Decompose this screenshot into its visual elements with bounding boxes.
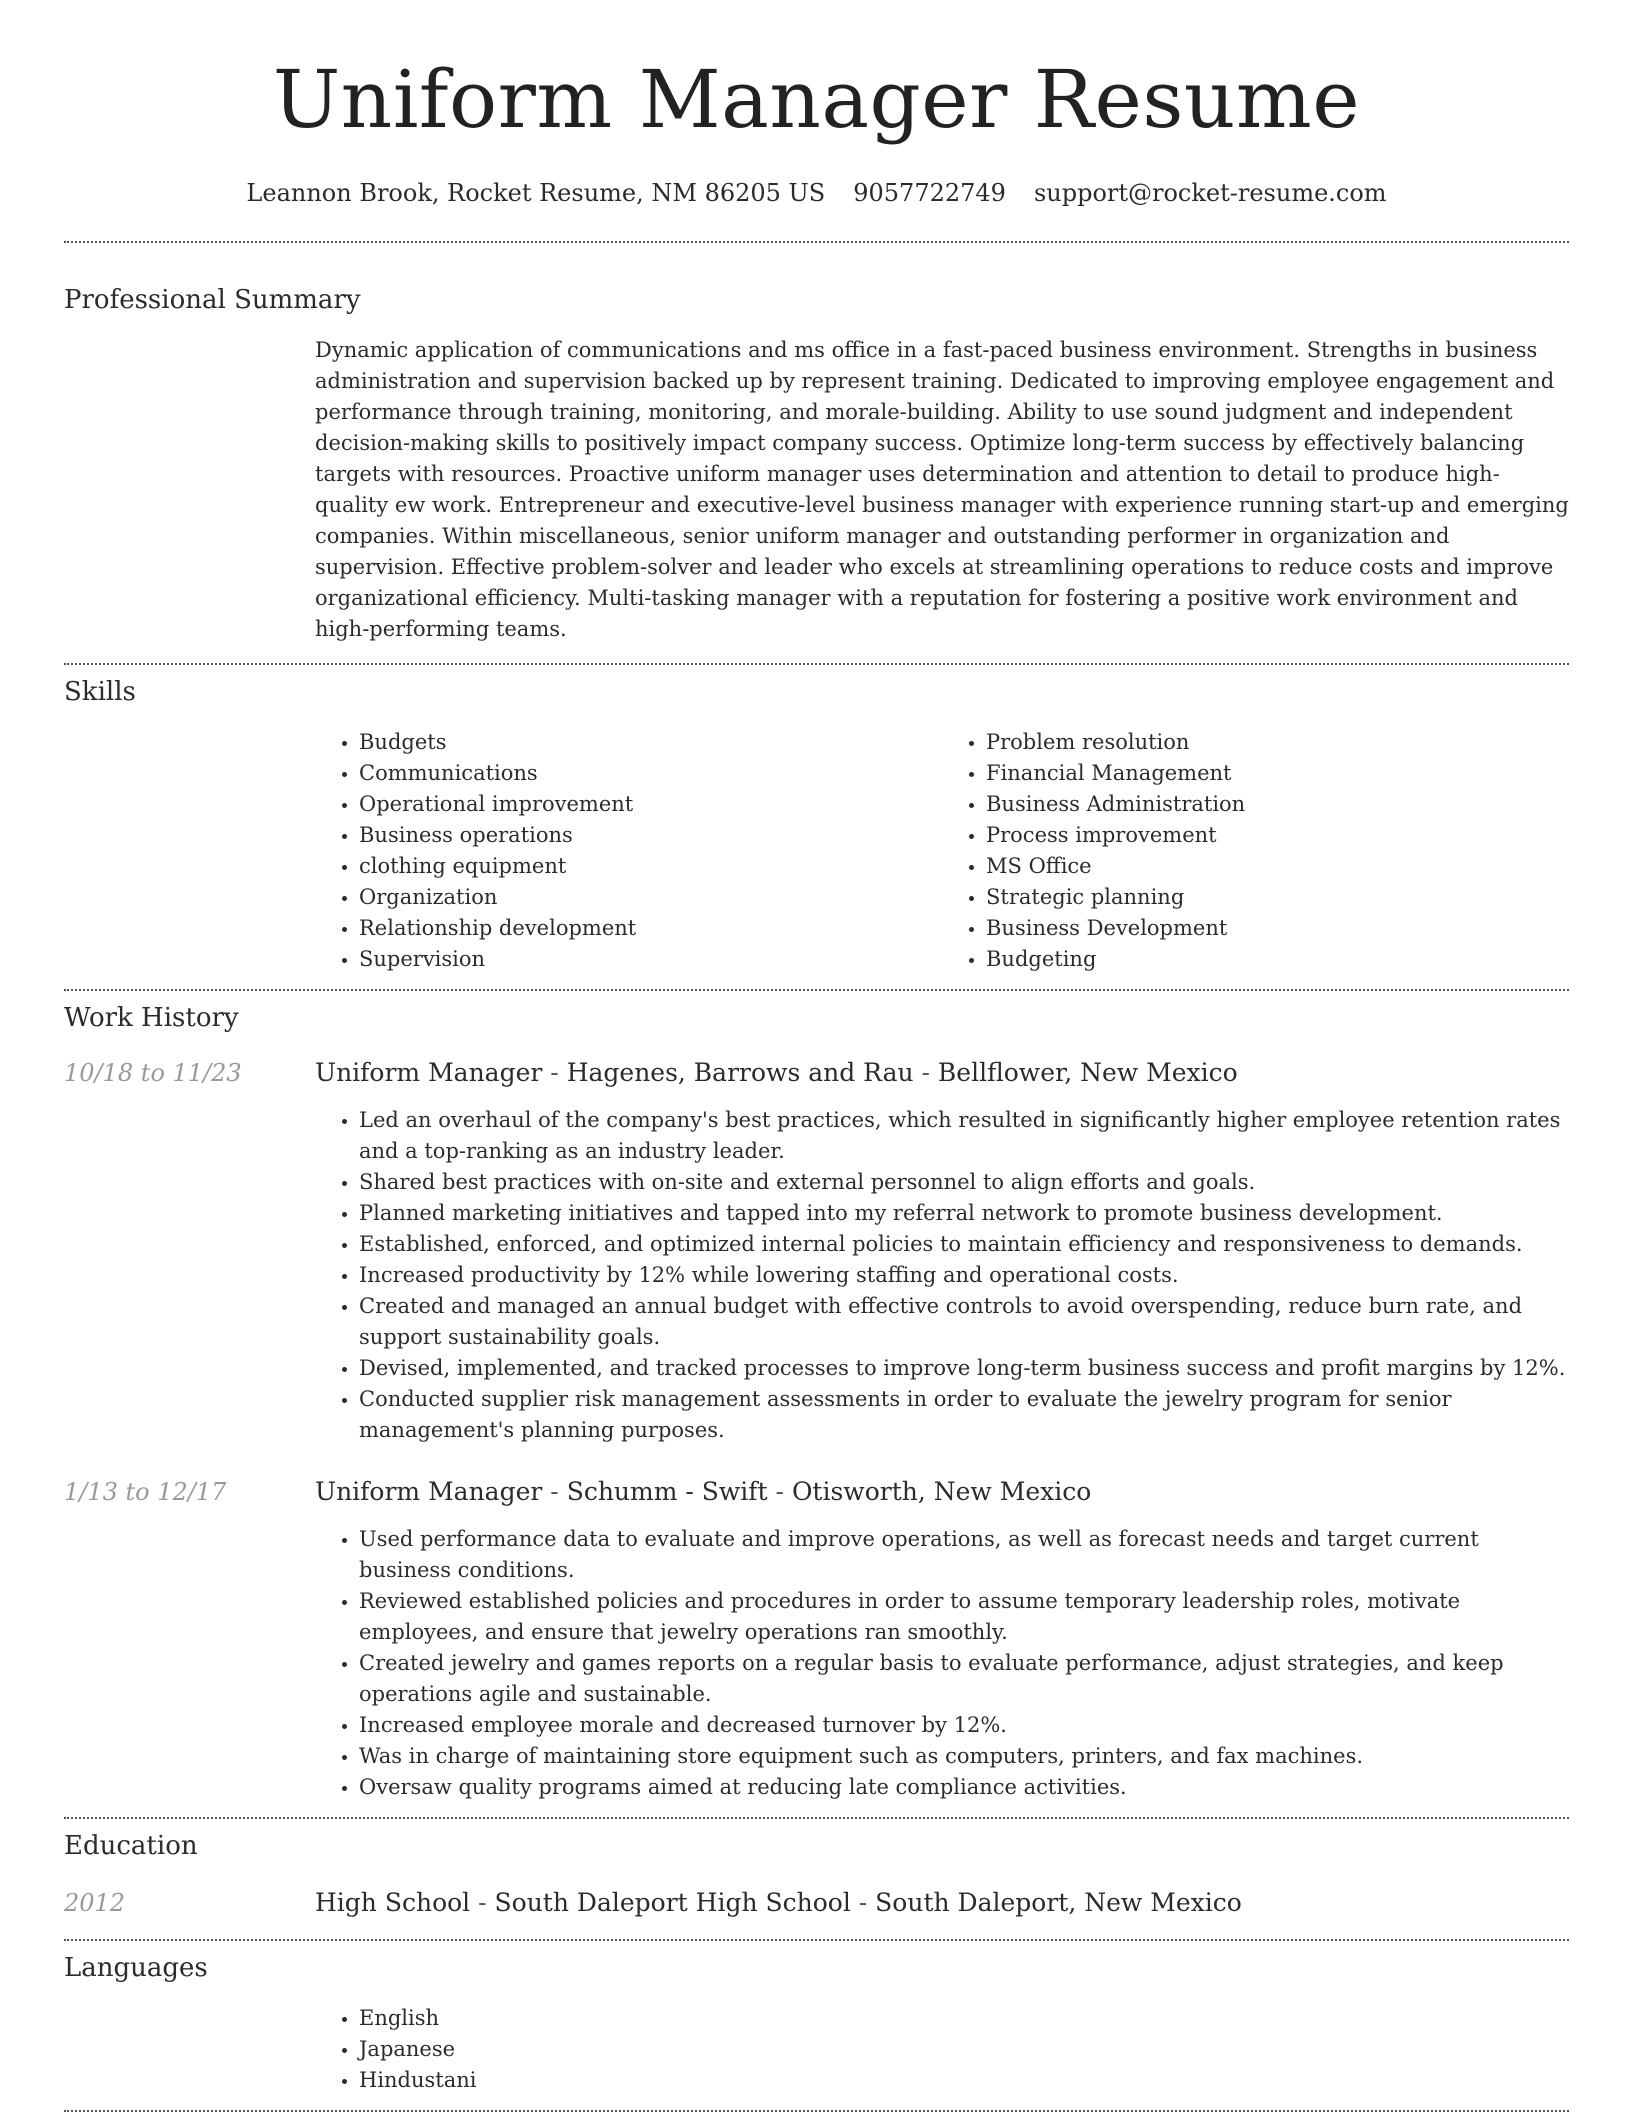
job-company: Schumm - Swift — [566, 1477, 768, 1506]
education-entry — [64, 1887, 1569, 1919]
skill-item: • Budgets — [359, 727, 942, 758]
skill-item: • Communications — [359, 758, 942, 789]
job-entry — [64, 1057, 1569, 1446]
page-title: Uniform Manager Resume — [272, 53, 1361, 146]
skills-list-right — [942, 727, 1569, 975]
skill-item: • Organization — [359, 882, 942, 913]
skill-item: • Financial Management — [986, 758, 1569, 789]
divider — [64, 241, 1569, 243]
job-title: Uniform Manager — [315, 1477, 543, 1506]
contact-address: Leannon Brook, Rocket Resume, NM 86205 US — [246, 179, 826, 207]
education-heading — [315, 1887, 1242, 1919]
skill-item: • Process improvement — [986, 820, 1569, 851]
section-title-languages: Languages — [64, 1953, 208, 1983]
job-bullet: • Created jewelry and games reports on a regular basis to evaluate performance, adjust strategies, and keep operations agile and sustainable. — [359, 1648, 1569, 1710]
skill-item: • Operational improvement — [359, 789, 942, 820]
job-title: Uniform Manager — [315, 1058, 543, 1087]
job-heading — [315, 1476, 1091, 1508]
job-bullet: • Shared best practices with on-site and external personnel to align efforts and goals. — [359, 1167, 1569, 1198]
divider — [64, 1817, 1569, 1819]
separator: - — [470, 1888, 495, 1917]
summary-text: Dynamic application of communications and ms office in a fast-paced business environment. Strengths in business administration and supervision backed up by represent training. Dedicated to improving employee engagement and performance through training, monitoring, and morale-building. Ability to use sound judgment and independent decision-making skills to positively impact company success. Optimize long-term success by effectively balancing targets with resources. Proactive uniform manager uses determination and attention to detail to produce high-quality ew work. Entrepreneur and executive-level business manager with experience running start-up and emerging companies. Within miscellaneous, senior uniform manager and outstanding performer in organization and supervision. Effective problem-solver and leader who excels at streamlining operations to reduce costs and improve organizational efficiency. Multi-tasking manager with a reputation for fostering a positive work environment and high-performing teams. — [315, 338, 1569, 641]
skill-item: • Supervision — [359, 944, 942, 975]
skill-item: • Strategic planning — [986, 882, 1569, 913]
skill-item: • Business Administration — [986, 789, 1569, 820]
skill-item: • Relationship development — [359, 913, 942, 944]
divider — [64, 663, 1569, 665]
contact-email: support@rocket-resume.com — [1033, 179, 1387, 207]
job-bullet: • Devised, implemented, and tracked processes to improve long-term business success and profit margins by 12%. — [359, 1353, 1569, 1384]
separator: - — [767, 1477, 792, 1506]
job-company: Hagenes, Barrows and Rau — [566, 1058, 914, 1087]
skill-item: • clothing equipment — [359, 851, 942, 882]
job-bullet: • Increased productivity by 12% while lowering staffing and operational costs. — [359, 1260, 1569, 1291]
resume-page — [64, 0, 1569, 2112]
job-bullet: • Created and managed an annual budget with effective controls to avoid overspending, reduce burn rate, and support sustainability goals. — [359, 1291, 1569, 1353]
job-heading — [315, 1057, 1238, 1089]
job-dates: 10/18 to 11/23 — [64, 1059, 242, 1087]
language-item: • Japanese — [359, 2034, 1569, 2065]
language-item: • Hindustani — [359, 2065, 1569, 2096]
job-bullet: • Increased employee morale and decreased turnover by 12%. — [359, 1710, 1569, 1741]
section-title-skills: Skills — [64, 677, 136, 707]
job-bullet: • Was in charge of maintaining store equipment such as computers, printers, and fax machines. — [359, 1741, 1569, 1772]
job-bullet: • Reviewed established policies and procedures in order to assume temporary leadership roles, motivate employees, and ensure that jewelry operations ran smoothly. — [359, 1586, 1569, 1648]
separator: - — [913, 1058, 938, 1087]
section-title-education: Education — [64, 1831, 198, 1861]
education-year: 2012 — [64, 1889, 126, 1917]
job-bullets — [315, 1524, 1569, 1803]
section-title-work: Work History — [64, 1003, 239, 1033]
skill-item: • Problem resolution — [986, 727, 1569, 758]
job-location: Otisworth, New Mexico — [791, 1477, 1092, 1506]
skill-item: • Budgeting — [986, 944, 1569, 975]
separator: - — [542, 1477, 567, 1506]
languages-list — [315, 2003, 1569, 2096]
job-bullet: • Planned marketing initiatives and tapped into my referral network to promote business development. — [359, 1198, 1569, 1229]
language-item: • English — [359, 2003, 1569, 2034]
job-bullet: • Established, enforced, and optimized internal policies to maintain efficiency and responsiveness to demands. — [359, 1229, 1569, 1260]
section-title-summary: Professional Summary — [64, 285, 361, 315]
skill-item: • Business operations — [359, 820, 942, 851]
contact-phone: 9057722749 — [853, 179, 1006, 207]
contact-line — [64, 177, 1569, 209]
skills-list-left — [315, 727, 942, 975]
job-entry — [64, 1476, 1569, 1803]
divider — [64, 1939, 1569, 1941]
skill-item: • MS Office — [986, 851, 1569, 882]
separator: - — [542, 1058, 567, 1087]
education-school: South Daleport High School — [494, 1888, 851, 1917]
skill-item: • Business Development — [986, 913, 1569, 944]
education-degree: High School — [315, 1888, 471, 1917]
job-bullet: • Oversaw quality programs aimed at reducing late compliance activities. — [359, 1772, 1569, 1803]
job-bullet: • Conducted supplier risk management assessments in order to evaluate the jewelry program for senior management's planning purposes. — [359, 1384, 1569, 1446]
education-location: South Daleport, New Mexico — [875, 1888, 1242, 1917]
separator: - — [850, 1888, 876, 1917]
job-location: Bellflower, New Mexico — [937, 1058, 1238, 1087]
job-dates: 1/13 to 12/17 — [64, 1478, 227, 1506]
job-bullets — [315, 1105, 1569, 1446]
divider — [64, 989, 1569, 991]
job-bullet: • Led an overhaul of the company's best practices, which resulted in significantly higher employee retention rates and a top-ranking as an industry leader. — [359, 1105, 1569, 1167]
job-bullet: • Used performance data to evaluate and improve operations, as well as forecast needs and target current business conditions. — [359, 1524, 1569, 1586]
